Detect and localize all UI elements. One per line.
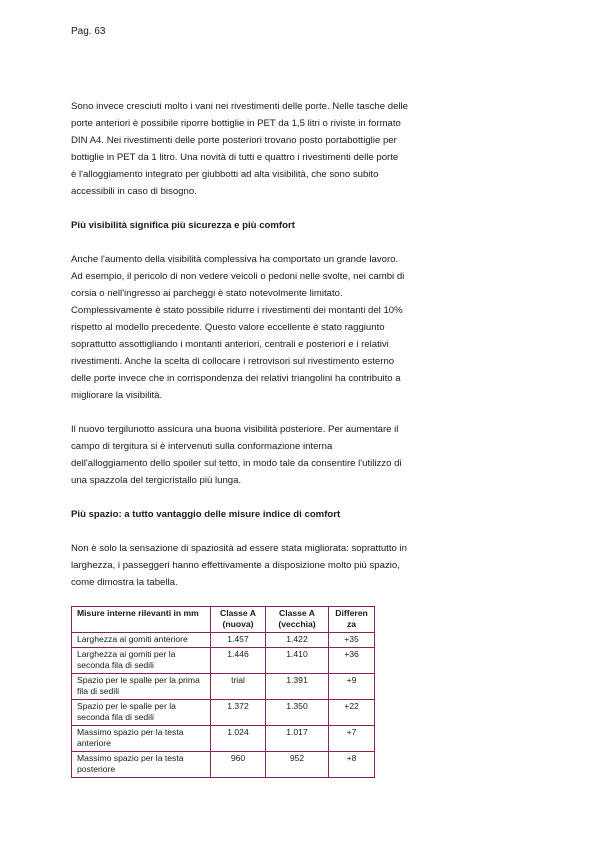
text-line: corsia o nell'ingresso ai parcheggi è stato notevolmente limitato. [71, 288, 343, 299]
page-number: Pag. 63 [71, 26, 106, 37]
table-cell: 1.410 [266, 648, 329, 674]
text-line: dell'alloggiamento dello spoiler sul tetto, in modo tale da consentire l'utilizzo di [71, 458, 402, 469]
document-body [71, 98, 443, 591]
table-cell: +7 [329, 726, 375, 752]
section-heading-visibility: Più visibilità significa più sicurezza e più comfort [71, 220, 295, 231]
table-cell: 1.446 [211, 648, 266, 674]
table-cell: Massimo spazio per la testa anteriore [72, 726, 211, 752]
table-row [72, 633, 375, 648]
table-cell: 1.024 [211, 726, 266, 752]
text-line: Sono invece cresciuti molto i vani nei rivestimenti delle porte. Nelle tasche delle [71, 101, 409, 112]
table-header-row [72, 607, 375, 633]
table-cell: +35 [329, 633, 375, 648]
paragraph-door-storage [71, 98, 443, 200]
table-cell: 1.017 [266, 726, 329, 752]
text-line: Il nuovo tergilunotto assicura una buona visibilità posteriore. Per aumentare il [71, 424, 399, 435]
text-line: Anche l'aumento della visibilità complessiva ha comportato un grande lavoro. [71, 254, 399, 265]
text-line: rispetto al modello precedente. Questo valore eccellente è stato raggiunto [71, 322, 385, 333]
table-row [72, 726, 375, 752]
table-cell: +36 [329, 648, 375, 674]
table-header-cell: Misure interne rilevanti in mm [72, 607, 211, 633]
table-cell: Massimo spazio per la testa posteriore [72, 752, 211, 778]
section-heading-space: Più spazio: a tutto vantaggio delle misure indice di comfort [71, 509, 341, 520]
table-row [72, 752, 375, 778]
text-line: una spazzola del tergicristallo più lunga. [71, 475, 242, 486]
paragraph-rear-wiper [71, 421, 443, 489]
table-cell: Larghezza ai gomiti per la seconda fila di sedili [72, 648, 211, 674]
text-line: delle porte invece che in corrispondenza dei relativi triangolini ha contribuito a [71, 373, 401, 384]
paragraph-visibility [71, 251, 443, 404]
table-cell: 960 [211, 752, 266, 778]
text-line: rivestimenti. Anche la scelta di collocare i retrovisori sul rivestimento esterno [71, 356, 395, 367]
table-header-cell: Classe A (nuova) [211, 607, 266, 633]
table-header-cell: Differen za [329, 607, 375, 633]
table-row [72, 700, 375, 726]
table-cell: 1.422 [266, 633, 329, 648]
table-cell: +9 [329, 674, 375, 700]
table-row [72, 674, 375, 700]
table-cell: +8 [329, 752, 375, 778]
interior-dimensions-table [71, 606, 375, 778]
text-line: accessibili in caso di bisogno. [71, 186, 197, 197]
text-line: è l'alloggiamento integrato per giubbotti ad alta visibilità, che sono subito [71, 169, 379, 180]
table-cell: 1.457 [211, 633, 266, 648]
text-line: Ad esempio, il pericolo di non vedere veicoli o pedoni nelle svolte, nei cambi di [71, 271, 405, 282]
text-line: larghezza, i passeggeri hanno effettivamente a disposizione molto più spazio, [71, 560, 400, 571]
text-line: come dimostra la tabella. [71, 577, 178, 588]
paragraph-space [71, 540, 443, 591]
table-cell: Larghezza ai gomiti anteriore [72, 633, 211, 648]
text-line: bottiglie in PET da 1 litro. Una novità di tutti e quattro i rivestimenti delle porte [71, 152, 399, 163]
text-line: campo di tergitura si è intervenuti sulla conformazione interna [71, 441, 333, 452]
table-cell: 1.372 [211, 700, 266, 726]
table-cell: +22 [329, 700, 375, 726]
text-line: Non è solo la sensazione di spaziosità ad essere stata migliorata: soprattutto in [71, 543, 407, 554]
table-cell: 1.391 [266, 674, 329, 700]
table-cell: Spazio per le spalle per la prima fila di sedili [72, 674, 211, 700]
text-line: Complessivamente è stato possibile ridurre i rivestimenti dei montanti del 10% [71, 305, 403, 316]
table-header-cell: Classe A (vecchia) [266, 607, 329, 633]
text-line: porte anteriori è possibile riporre bottiglie in PET da 1,5 litri o riviste in formato [71, 118, 401, 129]
table-cell: 1.350 [266, 700, 329, 726]
table-cell: trial [211, 674, 266, 700]
table-row [72, 648, 375, 674]
text-line: migliorare la visibilità. [71, 390, 163, 401]
text-line: soprattutto assottigliando i montanti anteriori, centrali e posteriori e i relativi [71, 339, 389, 350]
table-cell: 952 [266, 752, 329, 778]
text-line: DIN A4. Nei rivestimenti delle porte posteriori trovano posto portabottiglie per [71, 135, 397, 146]
table-cell: Spazio per le spalle per la seconda fila di sedili [72, 700, 211, 726]
